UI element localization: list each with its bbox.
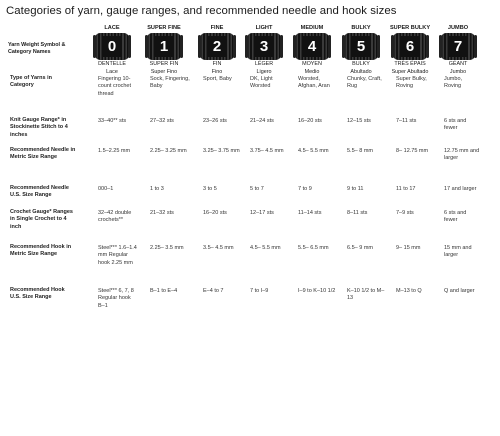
weight-name: SUPER BULKY	[389, 25, 431, 31]
yarn-skein-icon	[200, 33, 234, 60]
weight-column-6	[387, 24, 433, 75]
table-cell: 2.25– 3.5 mm	[150, 245, 184, 251]
weight-number: 5	[352, 36, 370, 57]
table-cell: E–4 to 7	[203, 288, 224, 294]
table-cell: B–1 to E–4	[150, 288, 178, 294]
table-cell: Sport, Baby	[203, 76, 232, 82]
yarn-skein-icon	[393, 33, 427, 60]
weight-column-5	[338, 24, 384, 75]
table-cell: 2.25– 3.25 mm	[150, 148, 187, 154]
weight-name: MEDIUM	[300, 25, 324, 31]
weight-name: BULKY	[351, 25, 371, 31]
row-label: Knit Gauge Range* in Stockinette Stitch to 4 inches	[10, 117, 68, 138]
weight-name: LACE	[104, 25, 120, 31]
table-cell: 8–11 sts	[347, 210, 368, 216]
table-cell: 7 to I–9	[250, 288, 269, 294]
table-cell: 27–32 sts	[150, 118, 174, 124]
yarn-skein-icon	[344, 33, 378, 60]
weight-name: LIGHT	[255, 25, 273, 31]
table-cell: 3.25– 3.75 mm	[203, 148, 240, 154]
table-cell: 21–32 sts	[150, 210, 174, 216]
table-cell: 4.5– 5.5 mm	[250, 245, 281, 251]
yarn-skein-icon	[247, 33, 281, 60]
table-cell: 33–40** sts	[98, 118, 127, 124]
weight-column-3	[241, 24, 287, 75]
table-cell: 3.5– 4.5 mm	[203, 245, 234, 251]
weight-name: FINE	[210, 25, 224, 31]
category-name-es: Ligero	[256, 68, 272, 75]
weight-name: SUPER FINE	[147, 25, 181, 31]
yarn-skein-icon	[95, 33, 129, 60]
category-name-fr: BULKY	[352, 61, 370, 67]
weight-number: 7	[449, 36, 467, 57]
table-cell: 7–11 sts	[396, 118, 417, 124]
category-name-es: Medio	[304, 68, 320, 75]
weight-column-4	[289, 24, 335, 75]
category-name-fr: LÉGER	[254, 61, 274, 67]
category-name-fr: SUPER FIN	[149, 61, 179, 67]
category-name-fr: MOYEN	[302, 61, 322, 67]
yarn-skein-icon	[147, 33, 181, 60]
table-cell: K–10 1/2 to M–13	[347, 288, 385, 302]
table-cell: 6 sts and fewer	[444, 210, 467, 224]
table-cell: I–9 to K–10 1/2	[298, 288, 336, 294]
yarn-skein-icon	[295, 33, 329, 60]
row-label: Type of Yarns in Category	[10, 75, 52, 89]
page-title: Categories of yarn, gauge ranges, and recommended needle and hook sizes	[6, 5, 397, 17]
weight-column-0	[89, 24, 135, 75]
table-cell: 5.5– 6.5 mm	[298, 245, 329, 251]
table-cell: 23–26 sts	[203, 118, 227, 124]
weight-column-7	[435, 24, 481, 75]
table-cell: Fingering 10-count crochet thread	[98, 76, 132, 97]
table-cell: 15 mm and larger	[444, 245, 472, 259]
table-cell: 11–14 sts	[298, 210, 322, 216]
table-cell: 7–9 sts	[396, 210, 414, 216]
table-cell: 9– 15 mm	[396, 245, 421, 251]
table-cell: DK, Light Worsted	[250, 76, 273, 90]
symbol-category-label: Yarn Weight Symbol & Category Names	[8, 42, 66, 55]
weight-number: 1	[155, 36, 173, 57]
weight-number: 3	[255, 36, 273, 57]
table-cell: Steel*** 1.6–1.4 mm Regular hook 2.25 mm	[98, 245, 137, 266]
category-name-es: Lace	[106, 68, 118, 75]
table-cell: 17 and larger	[444, 186, 477, 192]
weight-number: 0	[103, 36, 121, 57]
weight-number: 2	[208, 36, 226, 57]
table-cell: 3.75– 4.5 mm	[250, 148, 284, 154]
table-cell: 16–20 sts	[298, 118, 322, 124]
weight-number: 4	[303, 36, 321, 57]
category-name-fr: FIN	[212, 61, 222, 67]
category-name-es: Abultado	[350, 68, 372, 75]
table-cell: 6 sts and fewer	[444, 118, 467, 132]
table-cell: 16–20 sts	[203, 210, 227, 216]
table-cell: 4.5– 5.5 mm	[298, 148, 329, 154]
table-cell: 5 to 7	[250, 186, 264, 192]
table-cell: 12.75 mm and larger	[444, 148, 480, 162]
category-name-fr: DENTELLE	[98, 61, 126, 67]
table-cell: Sock, Fingering, Baby	[150, 76, 190, 90]
row-label: Recommended Hook in Metric Size Range	[10, 244, 72, 258]
table-cell: 1 to 3	[150, 186, 164, 192]
table-cell: 12–17 sts	[250, 210, 274, 216]
table-cell: 9 to 11	[347, 186, 364, 192]
row-label: Crochet Gauge* Ranges in Single Crochet to 4 inch	[10, 209, 73, 230]
table-cell: 21–24 sts	[250, 118, 274, 124]
table-cell: Worsted, Afghan, Aran	[298, 76, 330, 90]
table-cell: 000–1	[98, 186, 114, 192]
table-cell: Chunky, Craft, Rug	[347, 76, 382, 90]
row-label: Recommended Hook U.S. Size Range	[10, 287, 65, 301]
table-cell: 32–42 double crochets**	[98, 210, 132, 224]
category-name-es: Jumbo	[449, 68, 467, 75]
category-name-es: Super Abultado	[391, 68, 429, 75]
table-cell: Jumbo, Roving	[444, 76, 463, 90]
row-label: Recommended Needle in Metric Size Range	[10, 147, 76, 161]
table-cell: M–13 to Q	[396, 288, 422, 294]
category-name-fr: GÉANT	[448, 61, 468, 67]
weight-number: 6	[401, 36, 419, 57]
category-name-es: Fino	[211, 68, 223, 75]
category-name-es: Super Fino	[150, 68, 178, 75]
table-cell: Super Bulky, Roving	[396, 76, 427, 90]
table-cell: Q and larger	[444, 288, 475, 294]
category-name-fr: TRÈS ÉPAIS	[394, 61, 426, 67]
weight-name: JUMBO	[447, 25, 469, 31]
table-cell: 1.5–2.25 mm	[98, 148, 131, 154]
weight-column-1	[141, 24, 187, 75]
row-label: Recommended Needle U.S. Size Range	[10, 185, 69, 199]
table-cell: 12–15 sts	[347, 118, 371, 124]
weight-column-2	[194, 24, 240, 75]
table-cell: 8– 12.75 mm	[396, 148, 429, 154]
table-cell: 7 to 9	[298, 186, 312, 192]
table-cell: Steel*** 6, 7, 8 Regular hook B–1	[98, 288, 134, 309]
table-cell: 3 to 5	[203, 186, 217, 192]
table-cell: 11 to 17	[396, 186, 416, 192]
table-cell: 5.5– 8 mm	[347, 148, 373, 154]
yarn-skein-icon	[441, 33, 475, 60]
table-cell: 6.5– 9 mm	[347, 245, 373, 251]
